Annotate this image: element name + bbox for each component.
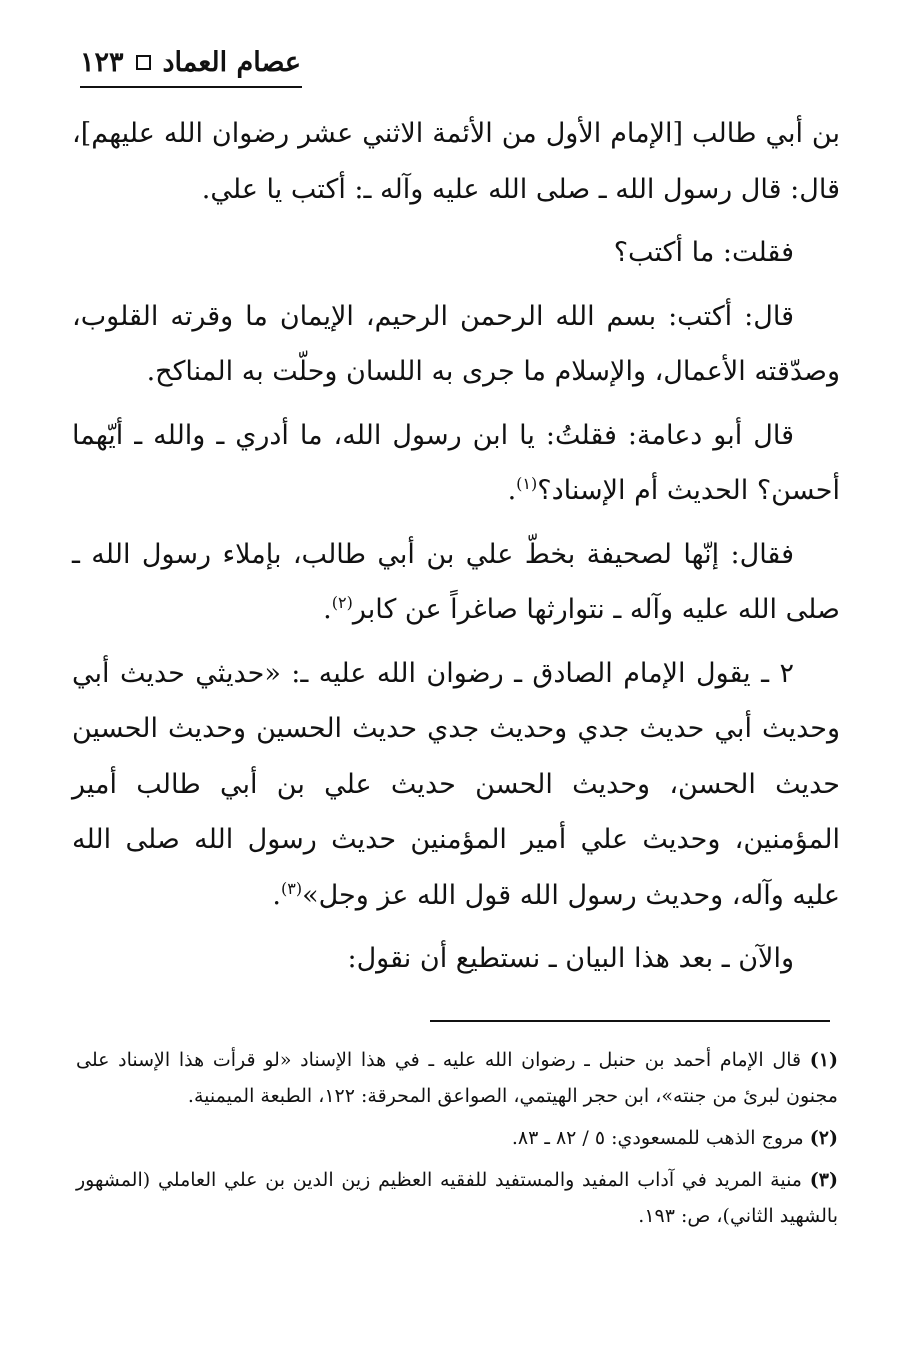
footnote-1-number: (١): [809, 1049, 839, 1071]
paragraph-4-period: .: [507, 475, 517, 506]
footnote-1: [76, 1042, 838, 1114]
footnote-3-text: منية المريد في آداب المفيد والمستفيد للفقيه العظيم زين الدين بن علي العاملي (المشهور بالشهيد الثاني)، ص: ١٩٣.: [76, 1169, 838, 1227]
running-title: عصام العماد: [162, 46, 301, 78]
footnotes: [76, 1042, 838, 1240]
paragraph-3-text: قال: أكتب: بسم الله الرحمن الرحيم، الإيمان ما وقرته القلوب، وصدّقته الأعمال، والإسلام ما جرى به اللسان وحلّت به المناكح.: [72, 300, 840, 387]
footnote-1-text: قال الإمام أحمد بن حنبل ـ رضوان الله عليه ـ في هذا الإسناد «لو قرأت هذا الإسناد على مجنون لبرئ من جنته»، ابن حجر الهيتمي، الصواعق المحرقة: ١٢٢، الطبعة الميمنية.: [76, 1049, 838, 1107]
footnote-mark-1: (١): [516, 474, 538, 493]
paragraph-5-period: .: [323, 594, 332, 625]
footnote-mark-3: (٣): [281, 878, 303, 898]
running-header: [72, 40, 840, 84]
footnote-3-number: (٣): [809, 1169, 838, 1191]
footnote-2-text: مروج الذهب للمسعودي: ٥ / ٨٢ ـ ٨٣.: [511, 1127, 804, 1149]
footnote-3: [76, 1162, 838, 1234]
paragraph-7-text: والآن ـ بعد هذا البيان ـ نستطيع أن نقول:: [347, 943, 794, 974]
paragraph-4-text: قال أبو دعامة: فقلتُ: يا ابن رسول الله، ما أدري ـ والله ـ أيّهما أحسن؟ الحديث أم الإسناد؟: [72, 419, 840, 506]
paragraph-4: [72, 408, 840, 519]
paragraph-2: [72, 225, 840, 281]
paragraph-6: [72, 646, 840, 924]
footnote-2-number: (٢): [809, 1127, 838, 1149]
paragraph-1-text: بن أبي طالب [الإمام الأول من الأئمة الاثني عشر رضوان الله عليهم]، قال: قال رسول الله ـ صلى الله عليه وآله ـ: أكتب يا علي.: [72, 118, 840, 205]
book-page: [72, 40, 840, 974]
paragraph-2-text: فقلت: ما أكتب؟: [613, 237, 794, 268]
paragraph-7: [72, 931, 840, 987]
footnote-rule: [430, 1020, 830, 1022]
paragraph-6-text: ٢ ـ يقول الإمام الصادق ـ رضوان الله عليه ـ: «حديثي حديث أبي وحديث أبي حديث جدي وحديث جدي حديث الحسين وحديث الحسين حديث الحسن، وحديث الحسن حديث علي بن أبي طالب أمير المؤمنين، وحديث علي أمير المؤمنين حديث رسول الله صلى الله عليه وآله، وحديث رسول الله قول الله عز وجل»: [72, 657, 840, 911]
paragraph-5: [72, 527, 840, 638]
header-square-ornament: [136, 55, 151, 70]
paragraph-3: [72, 289, 840, 400]
footnote-2: [76, 1120, 838, 1156]
paragraph-5-text: فقال: إنّها لصحيفة بخطّ علي بن أبي طالب، بإملاء رسول الله ـ صلى الله عليه وآله ـ نتوارثها صاغراً عن كابر: [72, 538, 840, 625]
body-text: [72, 106, 840, 995]
paragraph-6-period: .: [272, 879, 281, 911]
header-rule: [80, 86, 302, 88]
paragraph-1: [72, 106, 840, 217]
header-inner: [80, 40, 301, 84]
page-number: ١٢٣: [80, 46, 124, 78]
footnote-mark-2: (٢): [331, 593, 353, 612]
